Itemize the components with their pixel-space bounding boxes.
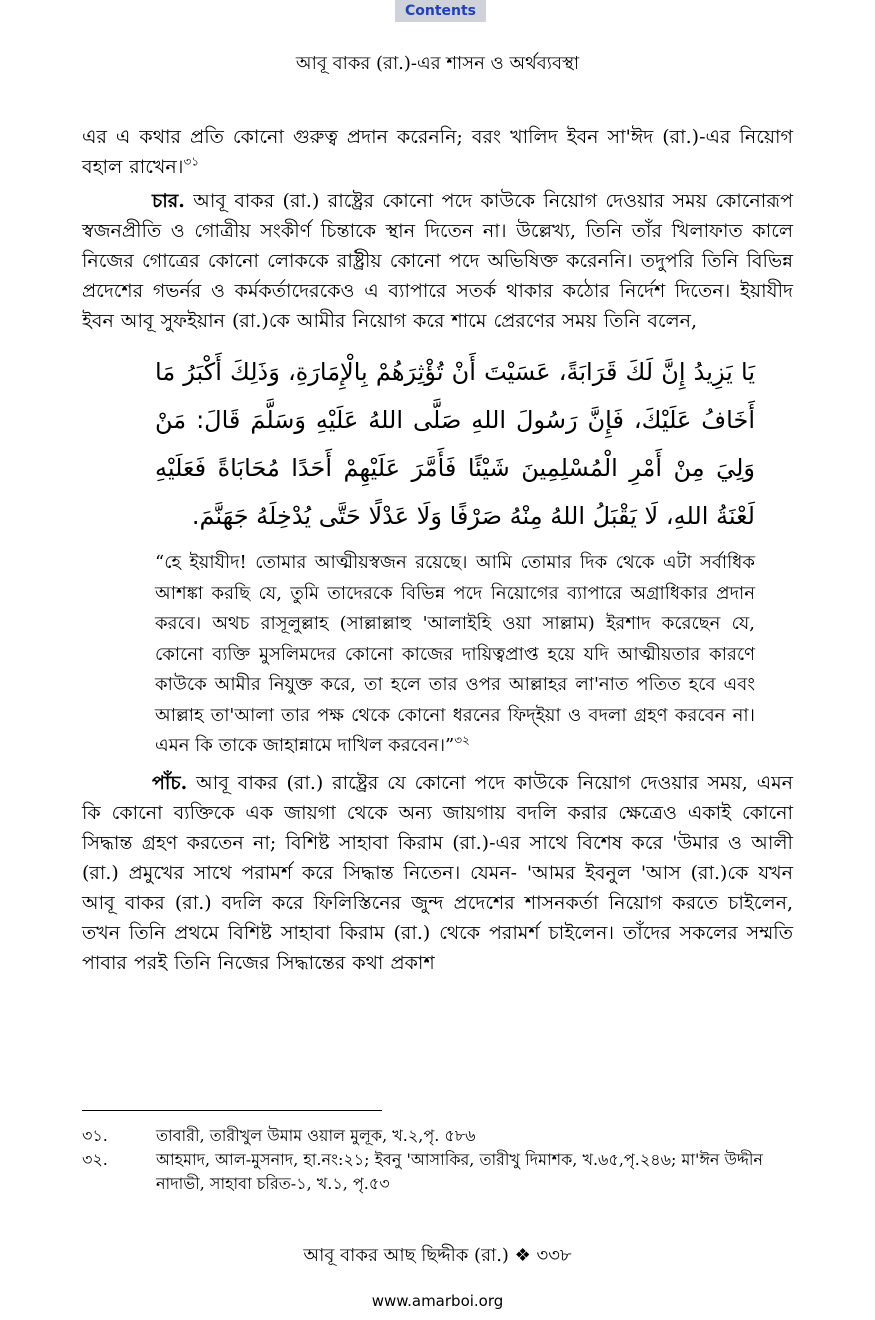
footnote-31 <box>82 1124 793 1148</box>
footnote-ref-31[interactable]: ৩১ <box>183 154 200 169</box>
footnote-text: আহমাদ, আল-মুসনাদ, হা.নং:২১; ইবনু 'আসাকির, তারীখু দিমাশক, খ.৬৫,পৃ.২৪৬; মা'ঈন উদ্দীন নাদাভী, সাহাবা চরিত-১, খ.১, পৃ.৫৩ <box>156 1150 763 1193</box>
footnotes <box>82 1124 793 1196</box>
arabic-quotation: يَا يَزِيدُ إِنَّ لَكَ قَرَابَةً، عَسَيْتَ أَنْ تُؤْثِرَهُمْ بِالْإِمَارَةِ، وَذَلِكَ أَكْبَرُ مَا أَخَافُ عَلَيْكَ، فَإِنَّ رَسُولَ اللهِ صَلَّى اللهُ عَلَيْهِ وَسَلَّمَ قَالَ: مَنْ وَلِيَ مِنْ أَمْرِ الْمُسْلِمِينَ شَيْئًا فَأَمَّرَ عَلَيْهِمْ أَحَدًا مُحَابَاةً فَعَلَيْهِ لَعْنَةُ اللهِ، لَا يَقْبَلُ اللهُ مِنْهُ صَرْفًا وَلَا عَدْلًا حَتَّى يُدْخِلَهُ جَهَنَّمَ. <box>155 358 755 530</box>
paragraph-lead: চার. <box>152 190 185 212</box>
paragraph-lead: পাঁচ. <box>152 771 188 794</box>
translation-text: “হে ইয়াযীদ! তোমার আত্মীয়স্বজন রয়েছে। আমি তোমার দিক থেকে এটা সর্বাধিক আশঙ্কা করছি যে, তুমি তাদেরকে বিভিন্ন পদে নিয়োগের ব্যাপারে অগ্রাধিকার প্রদান করবে। অথচ রাসূলুল্লাহ (সাল্লাল্লাহু 'আলাইহি ওয়া সাল্লাম) ইরশাদ করেছেন যে, কোনো ব্যক্তি মুসলিমদের কোনো কাজের দায়িত্বপ্রাপ্ত হয়ে যদি আত্মীয়তার কারণে কাউকে আমীর নিযুক্ত করে, তা হলে তার ওপর আল্লাহর লা'নাত পতিত হবে এবং আল্লাহ তা'আলা তার পক্ষ থেকে কোনো ধরনের ফিদ্‌ইয়া ও বদলা গ্রহণ করবেন না। এমন কি তাকে জাহান্নামে দাখিল করবেন।” <box>155 552 755 756</box>
page-body <box>82 122 793 982</box>
running-header: আবূ বাকর (রা.)-এর শাসন ও অর্থব্যবস্থা <box>295 53 580 74</box>
contents-button[interactable]: Contents <box>395 0 486 22</box>
footnote-number: ৩২. <box>82 1150 108 1169</box>
paragraph-text: আবূ বাকর (রা.) রাষ্ট্রের কোনো পদে কাউকে নিয়োগ দেওয়ার সময় কোনোরূপ স্বজনপ্রীতি ও গোত্রীয় সংকীর্ণ চিন্তাকে স্থান দিতেন না। উল্লেখ্য, তিনি তাঁর খিলাফাত কালে নিজের গোত্রের কোনো লোককে রাষ্ট্রীয় কোনো পদে অভিষিক্ত করেননি। তদুপরি তিনি বিভিন্ন প্রদেশের গভর্নর ও কর্মকর্তাদেরকেও এ ব্যাপারে সতর্ক থাকার কঠোর নির্দেশ দিতেন। ইয়াযীদ ইবন আবূ সুফইয়ান (রা.)কে আমীর নিয়োগ করে শামে প্রেরণের সময় তিনি বলেন, <box>82 190 793 332</box>
footnote-divider <box>82 1110 382 1111</box>
footnote-32 <box>82 1148 793 1196</box>
paragraph-text: এর এ কথার প্রতি কোনো গুরুত্ব প্রদান করেননি; বরং খালিদ ইবন সা'ঈদ (রা.)-এর নিয়োগ বহাল রাখেন। <box>82 126 793 178</box>
paragraph-four <box>82 186 793 336</box>
page-footer-folio: আবূ বাকর আছ ছিদ্দীক (রা.) ❖ ৩৩৮ <box>303 1245 572 1266</box>
paragraph-text: আবূ বাকর (রা.) রাষ্ট্রের যে কোনো পদে কাউকে নিয়োগ দেওয়ার সময়, এমন কি কোনো ব্যক্তিকে এক জায়গা থেকে অন্য জায়গায় বদলি করার ক্ষেত্রেও একাই কোনো সিদ্ধান্ত গ্রহণ করতেন না; বিশিষ্ট সাহাবা কিরাম (রা.)-এর সাথে বিশেষ করে 'উমার ও আলী (রা.) প্রমুখের সাথে পরামর্শ করে সিদ্ধান্ত নিতেন। যেমন- 'আমর ইবনুল 'আস (রা.)কে যখন আবূ বাকর (রা.) বদলি করে ফিলিস্তিনের জুন্দ প্রদেশের শাসনকর্তা নিয়োগ করতে চাইলেন, তখন তিনি প্রথমে বিশিষ্ট সাহাবা কিরাম (রা.) থেকে পরামর্শ চাইলেন। তাঁদের সকলের সম্মতি পাবার পরই তিনি নিজের সিদ্ধান্তের কথা প্রকাশ <box>82 771 793 974</box>
paragraph-five <box>82 768 793 978</box>
footnote-number: ৩১. <box>82 1126 108 1145</box>
footnote-ref-32[interactable]: ৩২ <box>454 733 470 747</box>
footnote-text: তাবারী, তারীখুল উমাম ওয়াল মুলূক, খ.২,পৃ. ৫৮৬ <box>156 1126 476 1145</box>
site-url[interactable]: www.amarboi.org <box>371 1292 504 1310</box>
paragraph-continuation <box>82 122 793 182</box>
quotation-translation <box>155 548 755 762</box>
